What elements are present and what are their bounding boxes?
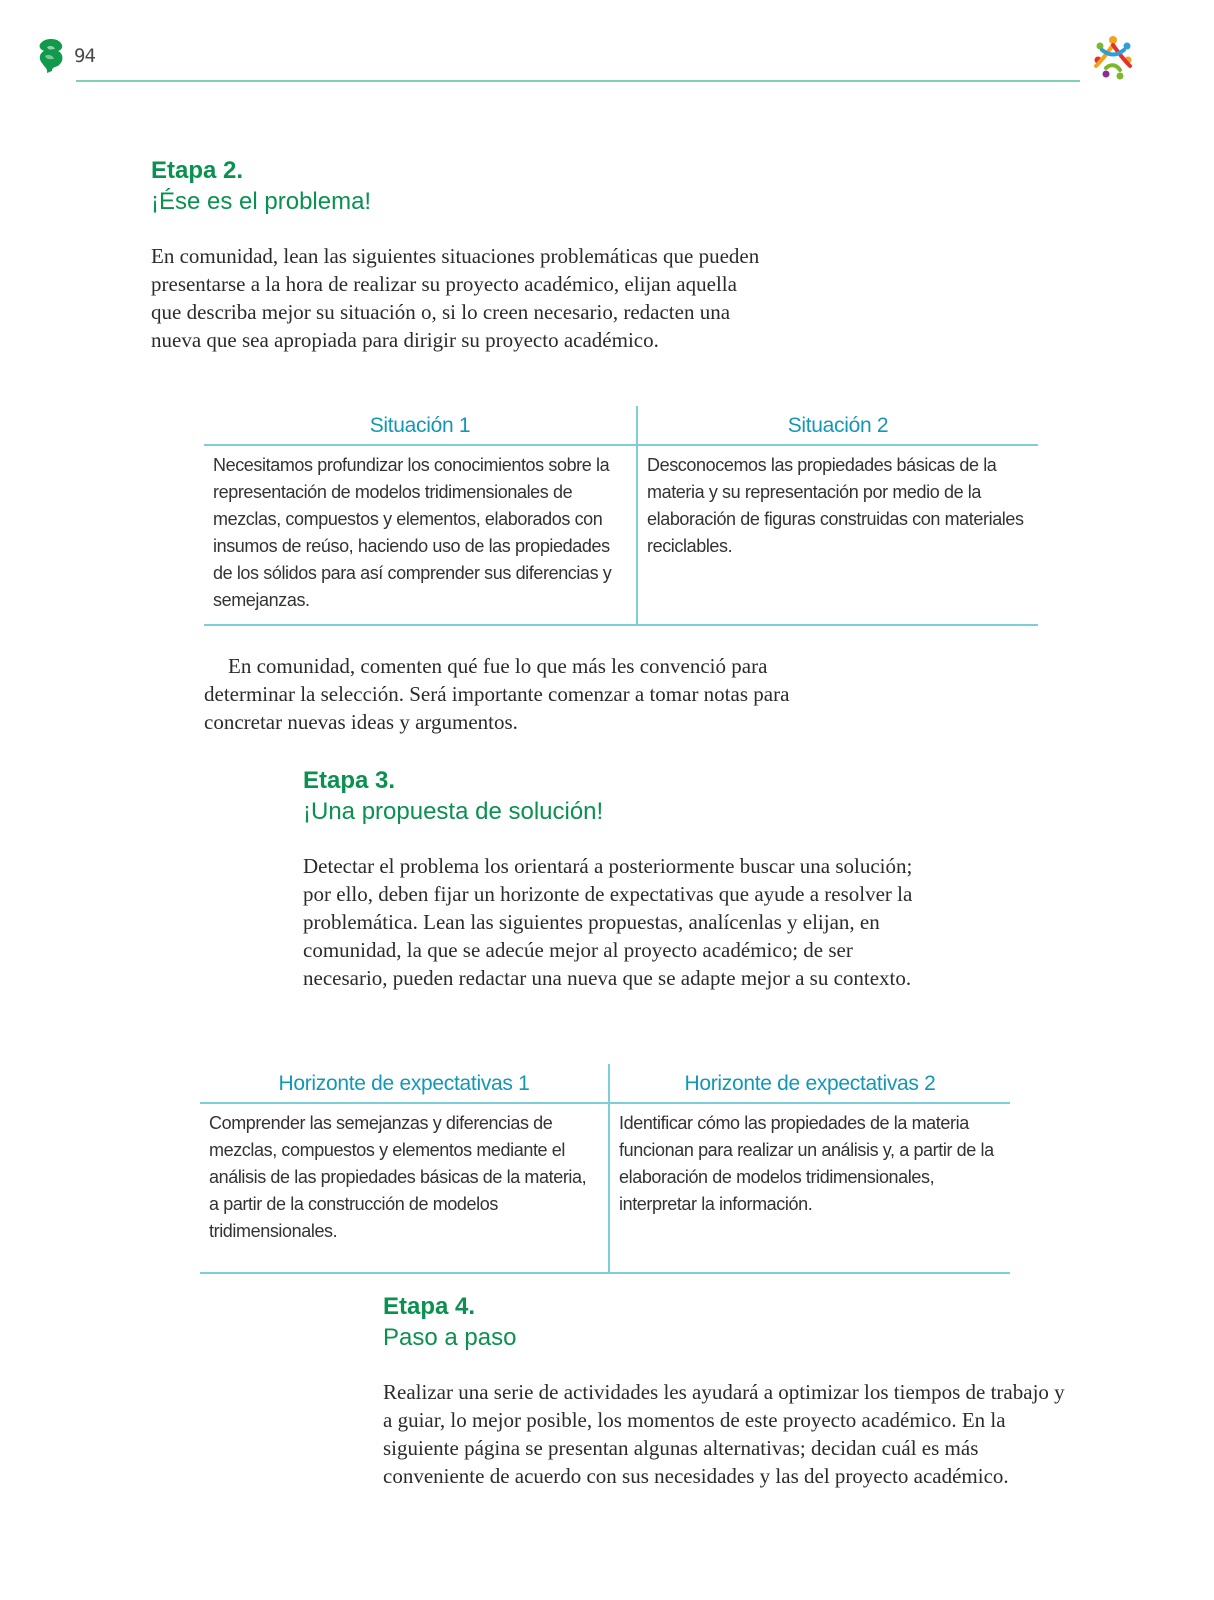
expectation-1-column <box>200 1064 608 1272</box>
situations-table <box>204 406 1038 626</box>
stage4-intro: Realizar una serie de actividades les ayudará a optimizar los tiempos de trabajo y a guiar, lo mejor posible, los momentos de este proyecto académico. En la siguiente página se presentan algunas alternativas; decidan cuál es más conveniente de acuerdo con sus necesidades y las del proyecto académico. <box>383 1380 1065 1488</box>
green-emblem-icon <box>36 38 66 74</box>
expectation-2-column <box>608 1064 1010 1272</box>
expectation-2-text: Identificar cómo las propiedades de la materia funcionan para realizar un análisis y, a partir de la elaboración de modelos tridimensionales, interpretar la información. <box>619 1113 994 1214</box>
stage4-label: Etapa 4. <box>383 1293 476 1320</box>
stage3-subtitle: ¡Una propuesta de solución! <box>303 798 604 825</box>
expectation-1-text: Comprender las semejanzas y diferencias de mezclas, compuestos y elementos mediante el análisis de las propiedades básicas de la materia, a partir de la construcción de modelos tridimensionales. <box>209 1113 587 1241</box>
stage3-intro: Detectar el problema los orientará a posteriormente buscar una solución; por ello, deben fijar un horizonte de expectativas que ayude a resolver la problemática. Lean las siguientes propuestas, analícenlas y elijan, en comunidad, la que se adecúe mejor al proyecto académico; de ser necesario, pueden redactar una nueva que se adapte mejor a su contexto. <box>303 854 913 990</box>
situation-1-text: Necesitamos profundizar los conocimientos sobre la representación de modelos tridimensionales de mezclas, compuestos y elementos, elaborados con insumos de reúso, haciendo uso de las propiedades de los sólidos para así comprender sus diferencias y semejanzas. <box>213 455 612 610</box>
stage2-subtitle: ¡Ése es el problema! <box>151 188 372 215</box>
situation-1-title: Situación 1 <box>204 406 636 446</box>
stage2-label: Etapa 2. <box>151 157 244 184</box>
stage2-followup: En comunidad, comenten qué fue lo que más les convenció para determinar la selección. Será importante comenzar a tomar notas para concretar nuevas ideas y argumentos. <box>204 654 790 734</box>
stage3-heading <box>303 766 603 828</box>
stage4-heading <box>383 1292 516 1354</box>
expectation-1-title: Horizonte de expectativas 1 <box>200 1064 608 1104</box>
expectation-2-title: Horizonte de expectativas 2 <box>610 1064 1010 1104</box>
stage3-label: Etapa 3. <box>303 767 396 794</box>
expectations-table <box>200 1064 1010 1274</box>
stage2-heading <box>151 156 371 218</box>
stage2-intro: En comunidad, lean las siguientes situaciones problemáticas que pueden presentarse a la hora de realizar su proyecto académico, elijan aquella que describa mejor su situación o, si lo creen necesario, redacten una nueva que sea apropiada para dirigir su proyecto académico. <box>151 244 760 352</box>
situation-2-column <box>636 406 1038 624</box>
stage4-subtitle: Paso a paso <box>383 1324 517 1351</box>
page-header <box>0 0 1214 90</box>
situation-2-title: Situación 2 <box>638 406 1038 446</box>
colorful-figures-logo-icon <box>1086 30 1140 86</box>
header-rule <box>76 80 1080 82</box>
situation-1-column <box>204 406 636 624</box>
situation-2-text: Desconocemos las propiedades básicas de la materia y su representación por medio de la elaboración de figuras construidas con materiales reciclables. <box>647 455 1024 556</box>
page-number: 94 <box>74 45 95 67</box>
